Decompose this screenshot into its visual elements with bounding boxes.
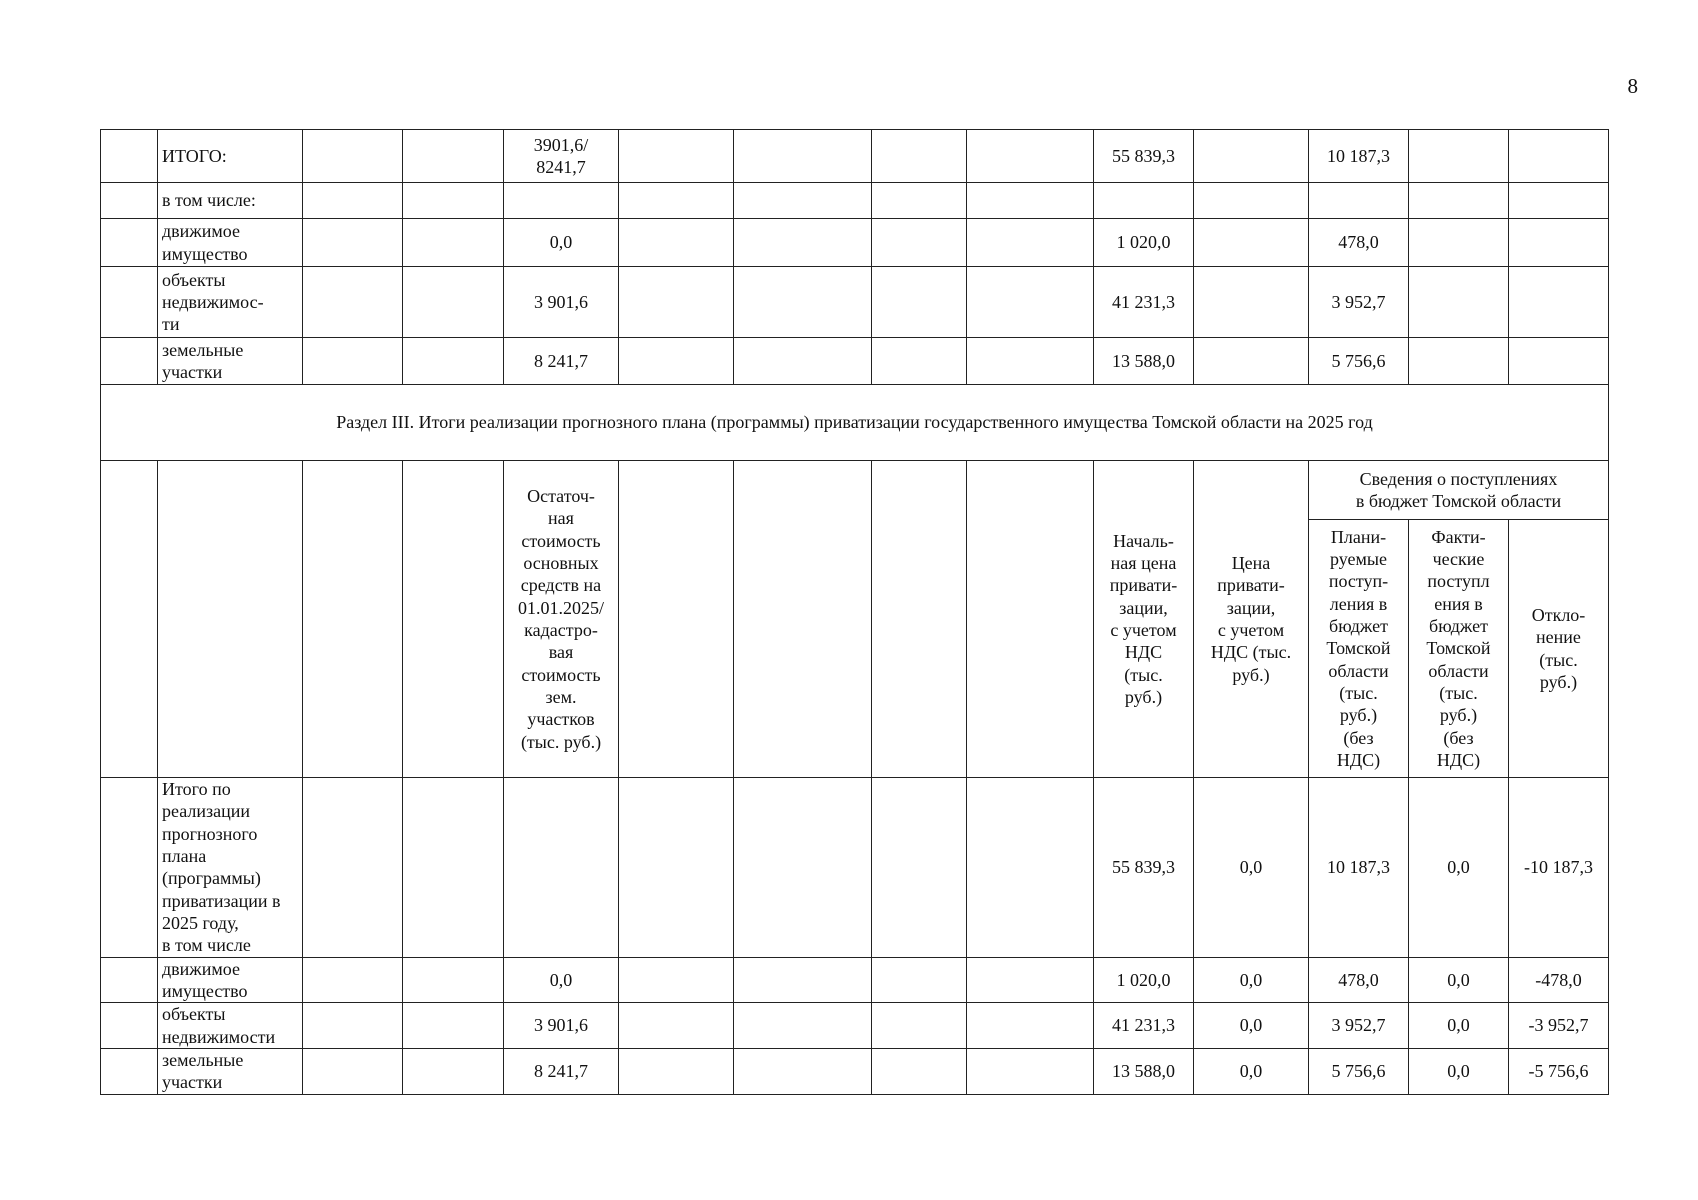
table-row [101,130,1609,183]
deviation-value: -10 187,3 [1509,778,1609,958]
residual-value [504,183,619,219]
deviation-value: -5 756,6 [1509,1049,1609,1095]
start-price-value: 41 231,3 [1094,267,1194,338]
section-row [101,385,1609,461]
row-label: в том числе: [158,183,303,219]
planned-value: 5 756,6 [1309,1049,1409,1095]
table-row [101,778,1609,958]
residual-value: 3 901,6 [504,1003,619,1049]
price-value: 0,0 [1194,957,1309,1003]
planned-value [1309,183,1409,219]
start-price-value: 55 839,3 [1094,130,1194,183]
start-price-value: 55 839,3 [1094,778,1194,958]
row-label: земельные участки [158,1049,303,1095]
budget-group-header: Сведения о поступлениях в бюджет Томской области [1309,461,1609,520]
deviation-value: -3 952,7 [1509,1003,1609,1049]
planned-value: 478,0 [1309,219,1409,267]
table-row [101,1003,1609,1049]
planned-value: 10 187,3 [1309,130,1409,183]
planned-value: 3 952,7 [1309,1003,1409,1049]
start-price-value: 13 588,0 [1094,338,1194,385]
table-row [101,338,1609,385]
table-row [101,267,1609,338]
planned-value: 3 952,7 [1309,267,1409,338]
deviation-header: Откло- нение (тыс. руб.) [1509,520,1609,778]
table-row [101,957,1609,1003]
deviation-value: -478,0 [1509,957,1609,1003]
price-value: 0,0 [1194,1003,1309,1049]
privatization-table [100,129,1609,1095]
table-row [101,219,1609,267]
price-header: Цена привати- зации, с учетом НДС (тыс. руб.) [1194,461,1309,778]
row-label: движимое имущество [158,219,303,267]
row-label: объекты недвижимос- ти [158,267,303,338]
row-label: движимое имущество [158,957,303,1003]
planned-header: Плани- руемые поступ- ления в бюджет Томской области (тыс. руб.) (без НДС) [1309,520,1409,778]
residual-header: Остаточ- ная стоимость основных средств на 01.01.2025/ кадастро- вая стоимость зем. участков (тыс. руб.) [504,461,619,778]
start-price-value [1094,183,1194,219]
header-row [101,461,1609,520]
row-label: ИТОГО: [158,130,303,183]
row-label: земельные участки [158,338,303,385]
row-label: Итого по реализации прогнозного плана (программы) приватизации в 2025 году, в том числе [158,778,303,958]
planned-value: 10 187,3 [1309,778,1409,958]
start-price-value: 1 020,0 [1094,219,1194,267]
actual-value: 0,0 [1409,1003,1509,1049]
residual-value: 3 901,6 [504,267,619,338]
start-price-value: 41 231,3 [1094,1003,1194,1049]
start-price-header: Началь- ная цена привати- зации, с учетом НДС (тыс. руб.) [1094,461,1194,778]
table-row [101,183,1609,219]
residual-value: 8 241,7 [504,338,619,385]
table-row [101,1049,1609,1095]
actual-value: 0,0 [1409,957,1509,1003]
residual-value: 8 241,7 [504,1049,619,1095]
start-price-value: 13 588,0 [1094,1049,1194,1095]
residual-value [504,778,619,958]
row-label: объекты недвижимости [158,1003,303,1049]
residual-value: 3901,6/ 8241,7 [504,130,619,183]
planned-value: 478,0 [1309,957,1409,1003]
actual-header: Факти- ческие поступл ения в бюджет Томской области (тыс. руб.) (без НДС) [1409,520,1509,778]
residual-value: 0,0 [504,219,619,267]
planned-value: 5 756,6 [1309,338,1409,385]
residual-value: 0,0 [504,957,619,1003]
price-value: 0,0 [1194,1049,1309,1095]
page-number: 8 [1627,74,1638,98]
actual-value: 0,0 [1409,778,1509,958]
section-title: Раздел III. Итоги реализации прогнозного плана (программы) приватизации государственного имущества Томской области на 2025 год [101,385,1609,461]
actual-value: 0,0 [1409,1049,1509,1095]
start-price-value: 1 020,0 [1094,957,1194,1003]
price-value: 0,0 [1194,778,1309,958]
